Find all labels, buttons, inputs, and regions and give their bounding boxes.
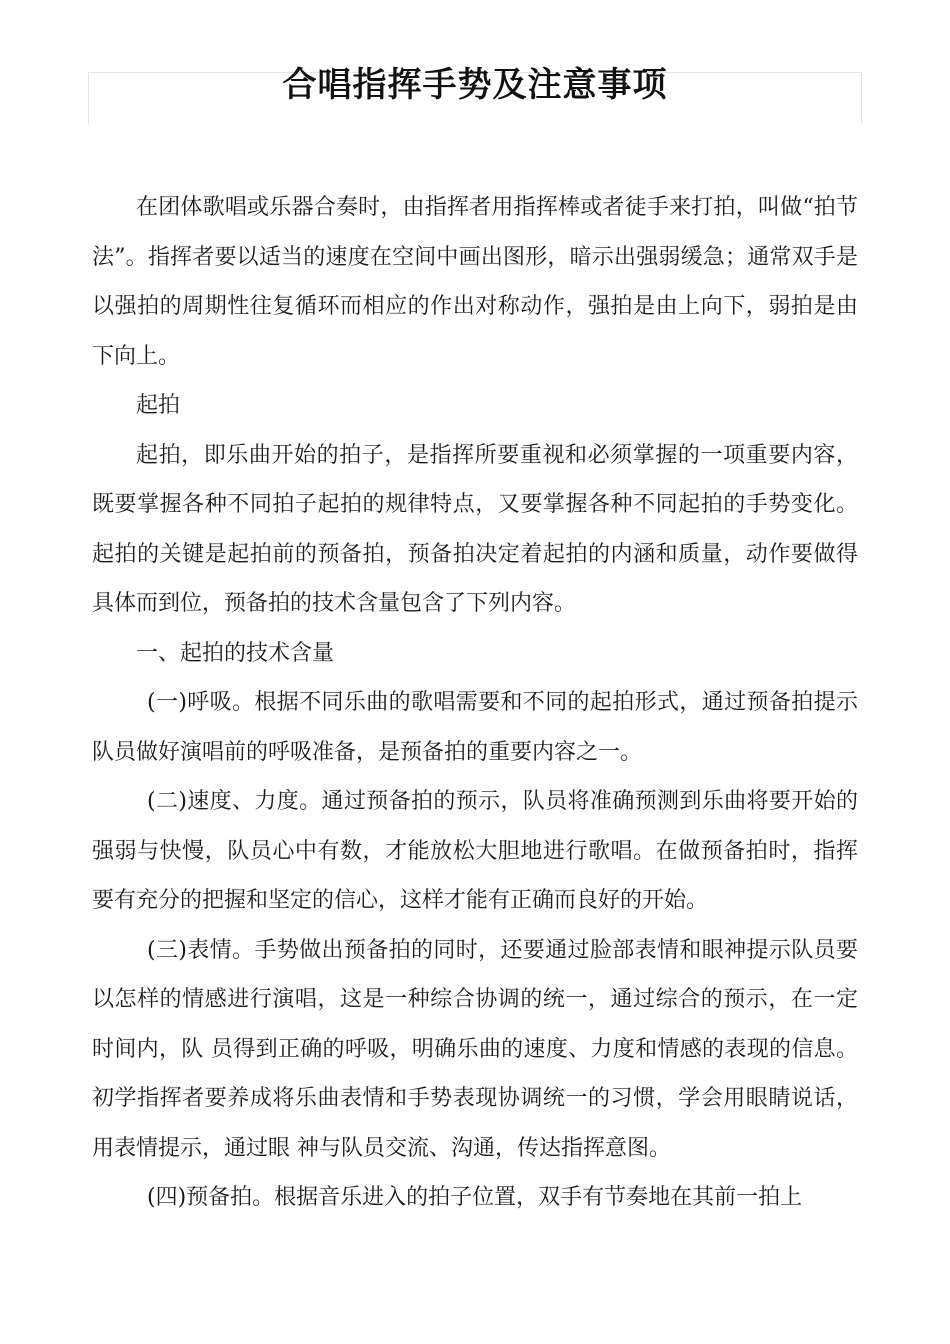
paragraph-speed-dynamics: (二)速度、力度。通过预备拍的预示，队员将准确预测到乐曲将要开始的强弱与快慢，队员心中有数，才能放松大胆地进行歌唱。在做预备拍时，指挥要有充分的把握和坚定的信心，这样才能有正确而良好的开始。 — [92, 789, 858, 913]
section-heading-qipai: 起拍 — [136, 393, 181, 418]
paragraph-intro: 在团体歌唱或乐器合奏时，由指挥者用指挥棒或者徒手来打拍，叫做“拍节法”。指挥者要以适当的速度在空间中画出图形，暗示出强弱缓急；通常双手是以强拍的周期性往复循环而相应的作出对称动作，强拍是由上向下，弱拍是由下向上。 — [92, 195, 858, 369]
document-body — [92, 183, 858, 1223]
paragraph-qipai: 起拍，即乐曲开始的拍子，是指挥所要重视和必须掌握的一项重要内容，既要掌握各种不同拍子起拍的规律特点，又要掌握各种不同起拍的手势变化。起拍的关键是起拍前的预备拍，预备拍决定着起拍的内涵和质量，动作要做得具体而到位，预备拍的技术含量包含了下列内容。 — [92, 442, 858, 616]
section-heading-technical-content: 一、起拍的技术含量 — [136, 640, 335, 666]
paragraph-breathing: (一)呼吸。根据不同乐曲的歌唱需要和不同的起拍形式，通过预备拍提示队员做好演唱前的呼吸准备，是预备拍的重要内容之一。 — [92, 690, 858, 765]
paragraph-expression: (三)表情。手势做出预备拍的同时，还要通过脸部表情和眼神提示队员要以怎样的情感进行演唱，这是一种综合协调的统一，通过综合的预示，在一定时间内，队 员得到正确的呼吸，明确乐曲的速度、力度和情感的表现的信息。初学指挥者要养成将乐曲表情和手势表现协调统一的习惯，学会用眼睛说话，用表情提示，通过眼 神与队员交流、沟通，传达指挥意图。 — [92, 937, 858, 1161]
page-title: 合唱指挥手势及注意事项 — [282, 65, 668, 105]
paragraph-preparatory-beat: (四)预备拍。根据音乐进入的拍子位置，双手有节奏地在其前一拍上 — [147, 1185, 803, 1210]
